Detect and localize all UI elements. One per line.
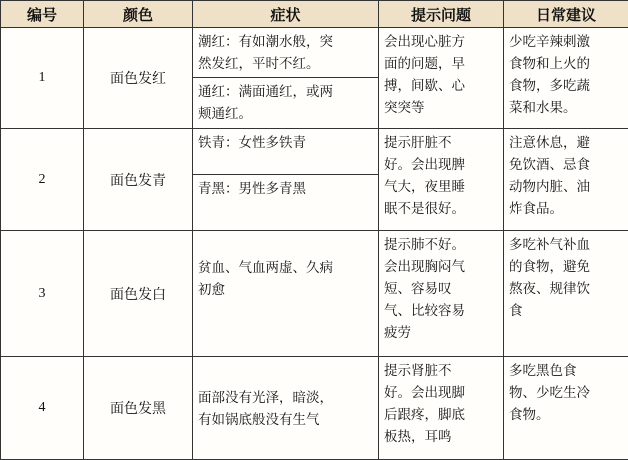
advice-text: 少吃辛辣刺激 食物和上火的 食物，多吃蔬 菜和水果。	[504, 28, 628, 121]
row-issue	[379, 357, 504, 460]
row-issue	[379, 28, 504, 129]
issue-text: 提示肾脏不 好。会出现脚 后跟疼，脚底 板热，耳鸣	[379, 357, 503, 450]
advice-text: 多吃补气补血 的食物，避免 熬夜、规律饮 食	[504, 231, 628, 324]
row-symptoms	[193, 231, 379, 357]
issue-text: 提示肺不好。 会出现胸闷气 短、容易叹 气、比较容易 疲劳	[379, 231, 503, 346]
row-symptoms	[193, 129, 379, 231]
row-issue	[379, 231, 504, 357]
row-advice	[504, 357, 628, 460]
header-symptom: 症状	[193, 1, 379, 28]
header-row	[1, 1, 628, 28]
row-color: 面色发青	[84, 129, 193, 231]
symptom-item: 贫血、气血两虚、久病 初愈	[193, 231, 378, 303]
issue-text: 会出现心脏方 面的问题，早 搏，间歇、心 突突等	[379, 28, 503, 121]
row-advice	[504, 28, 628, 129]
header-advice: 日常建议	[504, 1, 628, 28]
symptom-item: 青黑：男性多青黑	[193, 174, 378, 230]
symptom-item: 铁青：女性多铁青	[193, 129, 378, 174]
table-row	[1, 231, 628, 357]
header-color: 颜色	[84, 1, 193, 28]
symptom-item: 潮红：有如潮水般，突 然发红，平时不红。	[193, 28, 378, 77]
advice-text: 注意休息，避 免饮酒、忌食 动物内脏、油 炸食品。	[504, 129, 628, 222]
row-advice	[504, 231, 628, 357]
table-row	[1, 129, 628, 231]
row-symptoms	[193, 28, 379, 129]
issue-text: 提示肝脏不 好。会出现脾 气大，夜里睡 眠不是很好。	[379, 129, 503, 222]
symptom-item: 面部没有光泽，暗淡， 有如锅底般没有生气	[193, 384, 378, 433]
symptom-item: 通红：满面通红，或两 颊通红。	[193, 77, 378, 127]
row-id: 4	[1, 357, 84, 460]
advice-text: 多吃黑色食 物、少吃生冷 食物。	[504, 357, 628, 428]
table-row	[1, 28, 628, 129]
row-symptoms	[193, 357, 379, 460]
row-advice	[504, 129, 628, 231]
row-color: 面色发红	[84, 28, 193, 129]
row-id: 2	[1, 129, 84, 231]
row-id: 1	[1, 28, 84, 129]
table-row	[1, 357, 628, 460]
row-color: 面色发黑	[84, 357, 193, 460]
row-issue	[379, 129, 504, 231]
header-issue: 提示问题	[379, 1, 504, 28]
row-id: 3	[1, 231, 84, 357]
row-color: 面色发白	[84, 231, 193, 357]
header-id: 编号	[1, 1, 84, 28]
